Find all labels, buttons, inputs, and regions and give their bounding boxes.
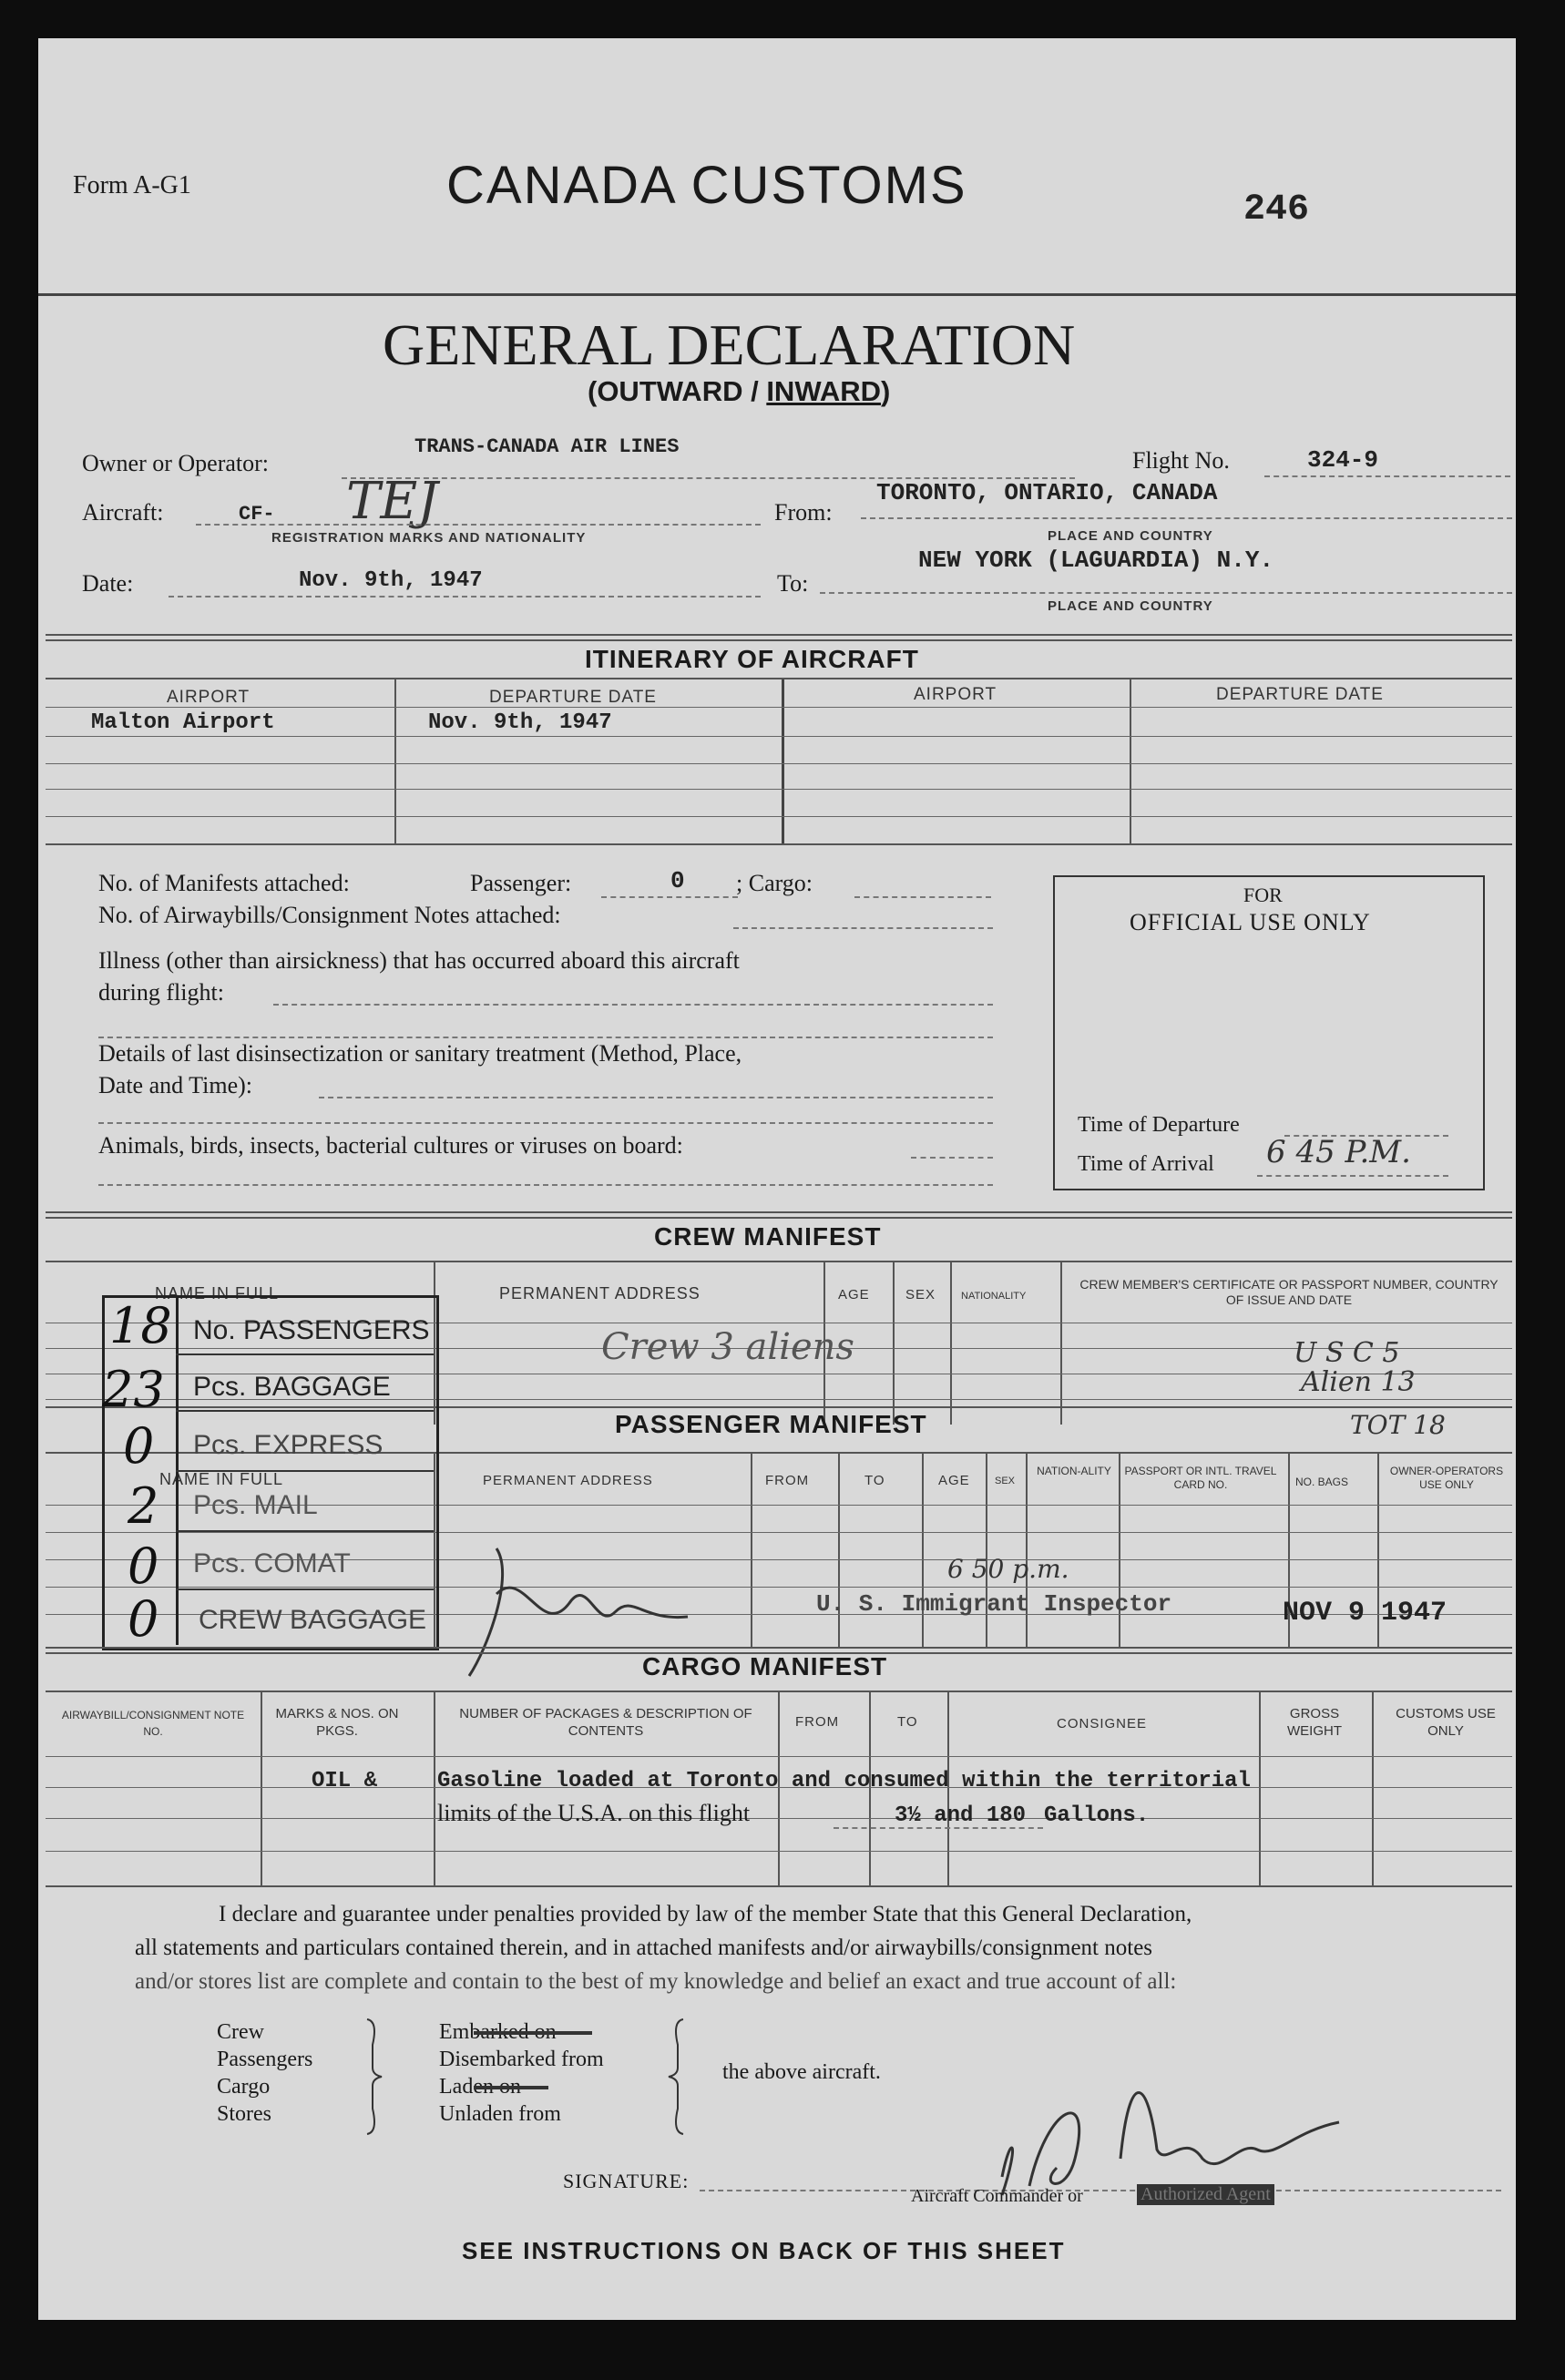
cargo-divider — [1259, 1692, 1261, 1887]
crew-col-sex: SEX — [905, 1287, 936, 1302]
flight-line — [1264, 475, 1510, 477]
declaration-title: GENERAL DECLARATION — [383, 312, 1076, 377]
crew-divider — [893, 1262, 895, 1425]
passenger-col-passport: PASSPORT OR INTL. TRAVEL CARD NO. — [1124, 1465, 1277, 1491]
passenger-col-age: AGE — [938, 1473, 970, 1488]
declare-middle-laden: Laden on — [439, 2075, 521, 2099]
itinerary-col-departure-1: DEPARTURE DATE — [489, 688, 657, 707]
cargo-col-to: TO — [897, 1714, 918, 1730]
passenger-divider — [986, 1454, 987, 1647]
owner-value: TRANS-CANADA AIR LINES — [414, 435, 680, 458]
passenger-value: 0 — [670, 867, 685, 894]
cargo-col-description: NUMBER OF PACKAGES & DESCRIPTION OF CONTENTS — [459, 1706, 752, 1739]
cargo-row-rule — [46, 1756, 1512, 1757]
itinerary-col-airport-1: AIRPORT — [167, 688, 251, 707]
to-label: To: — [777, 570, 809, 597]
cargo-manifest-title: CARGO MANIFEST — [642, 1652, 888, 1680]
itinerary-row-rule — [46, 736, 1512, 737]
aircraft-label: Aircraft: — [82, 499, 164, 526]
from-line — [861, 517, 1512, 519]
flight-value: 324-9 — [1307, 446, 1379, 474]
crew-handwritten: Crew 3 aliens — [601, 1326, 854, 1368]
cargo-col-customs: CUSTOMS USE ONLY — [1396, 1706, 1496, 1739]
count-comat: 0 — [128, 1537, 159, 1595]
animals-label: Animals, birds, insects, bacterial cultures or viruses on board: — [98, 1132, 683, 1159]
cargo-col-airwaybill: AIRWAYBILL/CONSIGNMENT NOTE NO. — [61, 1709, 245, 1738]
passenger-divider — [751, 1454, 752, 1647]
passenger-divider — [1119, 1454, 1120, 1647]
inspector-stamp-date: NOV 9 1947 — [1283, 1598, 1447, 1629]
left-brace — [360, 2017, 387, 2136]
label-express: Pcs. EXPRESS — [193, 1430, 384, 1460]
illness-label-2: during flight: — [98, 979, 224, 1006]
aircraft-registration: TEJ — [346, 472, 438, 531]
count-stamp-rule — [176, 1588, 434, 1590]
passenger-col-owner: OWNER-OPERATORS USE ONLY — [1389, 1465, 1504, 1491]
label-mail: Pcs. MAIL — [193, 1490, 318, 1520]
crew-note-usc: U S C 5 — [1294, 1337, 1400, 1369]
crew-header-rule — [46, 1261, 1512, 1262]
from-caption: PLACE AND COUNTRY — [1048, 528, 1213, 544]
crew-col-name: NAME IN FULL — [155, 1284, 280, 1302]
form-number: Form A-G1 — [73, 171, 191, 199]
passenger-col-bags: NO. BAGS — [1295, 1476, 1349, 1488]
manifests-label: No. of Manifests attached: — [98, 870, 350, 896]
cargo-quantity: 3½ and 180 — [895, 1803, 1027, 1828]
departure-time-label: Time of Departure — [1078, 1113, 1240, 1137]
cargo-description-line-1: Gasoline loaded at Toronto and consumed within the territorial — [437, 1769, 1251, 1793]
inspector-label: U. S. Immigrant Inspector — [816, 1590, 1172, 1618]
crew-manifest-title: CREW MANIFEST — [654, 1222, 882, 1251]
date-line — [169, 596, 761, 598]
itinerary-row-rule — [46, 707, 1512, 708]
illness-line-2 — [98, 1037, 993, 1038]
official-for: FOR — [1243, 884, 1283, 906]
from-label: From: — [774, 499, 833, 526]
cargo-row-rule — [46, 1851, 1512, 1852]
commander-struck: Authorized Agent — [1137, 2184, 1274, 2205]
crew-col-address: PERMANENT ADDRESS — [499, 1284, 701, 1302]
passenger-col-to: TO — [864, 1473, 885, 1488]
itinerary-col-airport-2: AIRPORT — [914, 685, 997, 704]
itinerary-divider-2 — [782, 679, 784, 843]
count-passengers: 18 — [109, 1297, 172, 1354]
crew-top-rule — [46, 1211, 1512, 1213]
declare-left-passengers: Passengers — [217, 2048, 313, 2071]
passenger-total: TOT 18 — [1350, 1410, 1446, 1440]
itinerary-row-rule — [46, 789, 1512, 790]
arrival-time-line — [1257, 1175, 1448, 1177]
disinsect-line-2 — [98, 1122, 993, 1124]
commander-signature — [984, 2049, 1348, 2204]
cargo-line — [854, 896, 991, 898]
official-title: OFFICIAL USE ONLY — [1130, 909, 1371, 935]
declare-line-3: and/or stores list are complete and contain to the best of my knowledge and belief an exact and true account of all: — [135, 1969, 1177, 1994]
declaration-subtitle: (OUTWARD / INWARD) — [588, 375, 891, 407]
count-stamp-rule — [176, 1410, 434, 1412]
crew-col-nationality: NATIONALITY — [961, 1291, 1027, 1302]
right-brace — [663, 2017, 690, 2136]
cargo-divider — [1372, 1692, 1374, 1887]
serial-number: 246 — [1243, 189, 1310, 230]
disinsect-label-2: Date and Time): — [98, 1072, 252, 1098]
itinerary-col-departure-2: DEPARTURE DATE — [1216, 685, 1384, 704]
crew-divider — [1060, 1262, 1062, 1425]
illness-label: Illness (other than airsickness) that has occurred aboard this aircraft — [98, 947, 740, 974]
date-label: Date: — [82, 570, 134, 597]
crew-divider — [950, 1262, 952, 1425]
itinerary-row-rule — [46, 763, 1512, 764]
itinerary-row-rule — [46, 816, 1512, 817]
cargo-col-consignee: CONSIGNEE — [1057, 1716, 1148, 1731]
airwaybills-line — [733, 927, 993, 929]
passenger-col-from: FROM — [765, 1473, 810, 1488]
owner-label: Owner or Operator: — [82, 450, 270, 476]
crew-note-alien: Alien 13 — [1301, 1366, 1416, 1398]
passenger-divider — [838, 1454, 840, 1647]
passenger-col-sex: SEX — [995, 1476, 1016, 1486]
passenger-col-address: PERMANENT ADDRESS — [483, 1473, 653, 1488]
count-stamp-rule — [176, 1470, 434, 1472]
itinerary-bottom-rule — [46, 843, 1512, 845]
declare-middle-unladen: Unladen from — [439, 2102, 561, 2126]
label-comat: Pcs. COMAT — [193, 1548, 351, 1578]
declare-tail: the above aircraft. — [722, 2060, 881, 2084]
itinerary-divider-1 — [394, 679, 396, 843]
count-mail: 2 — [128, 1477, 159, 1535]
to-line — [820, 592, 1512, 594]
passenger-manifest-title: PASSENGER MANIFEST — [615, 1410, 927, 1438]
signature-label: SIGNATURE: — [563, 2170, 690, 2192]
crew-top-rule-2 — [46, 1217, 1512, 1219]
declare-left-cargo: Cargo — [217, 2075, 271, 2099]
itinerary-airport-1: Malton Airport — [91, 710, 275, 735]
cargo-col-weight: GROSS WEIGHT — [1287, 1706, 1342, 1739]
label-baggage: Pcs. BAGGAGE — [193, 1372, 391, 1402]
commander-label: Aircraft Commander or — [911, 2186, 1083, 2206]
passenger-line — [601, 896, 738, 898]
aircraft-prefix: CF- — [239, 503, 275, 526]
cargo-col-marks: MARKS & NOS. ON PKGS. — [275, 1706, 399, 1739]
itinerary-top-rule-2 — [46, 639, 1512, 641]
count-crew-baggage: 0 — [128, 1590, 159, 1648]
strike-laden — [474, 2086, 548, 2089]
cargo-row-rule — [46, 1818, 1512, 1819]
count-stamp-rule — [176, 1530, 434, 1532]
count-express: 0 — [123, 1417, 155, 1475]
footer-instructions: SEE INSTRUCTIONS ON BACK OF THIS SHEET — [462, 2237, 1066, 2264]
header-divider — [38, 293, 1516, 296]
cargo-description-line-2: limits of the U.S.A. on this flight — [437, 1800, 751, 1826]
declare-left-crew: Crew — [217, 2020, 264, 2044]
to-caption: PLACE AND COUNTRY — [1048, 598, 1213, 614]
disinsect-line — [319, 1097, 993, 1098]
arrival-time-label: Time of Arrival — [1078, 1152, 1214, 1176]
disinsect-label: Details of last disinsectization or sanitary treatment (Method, Place, — [98, 1040, 742, 1067]
cargo-label: ; Cargo: — [736, 870, 813, 896]
airwaybills-label: No. of Airwaybills/Consignment Notes attached: — [98, 902, 561, 928]
declare-line-2: all statements and particulars contained therein, and in attached manifests and/or airwaybills/consignment notes — [135, 1936, 1153, 1960]
declare-line-1: I declare and guarantee under penalties provided by law of the member State that this General Declaration, — [219, 1902, 1192, 1926]
passenger-col-nationality: NATION-ALITY — [1037, 1465, 1111, 1477]
cargo-top-rule — [46, 1647, 1512, 1649]
cargo-divider — [261, 1692, 262, 1887]
declare-middle-embarked: Embarked on — [439, 2020, 557, 2044]
arrival-time-value: 6 45 P.M. — [1266, 1134, 1411, 1170]
cargo-quantity-line — [834, 1827, 1043, 1829]
date-value: Nov. 9th, 1947 — [299, 568, 483, 593]
to-value: NEW YORK (LAGUARDIA) N.Y. — [918, 546, 1274, 574]
aircraft-line — [196, 524, 761, 526]
passenger-col-name: NAME IN FULL — [159, 1470, 284, 1488]
cargo-col-from: FROM — [795, 1714, 840, 1730]
from-value: TORONTO, ONTARIO, CANADA — [876, 479, 1218, 506]
passenger-label: Passenger: — [470, 870, 572, 896]
crew-col-certificate: CREW MEMBER'S CERTIFICATE OR PASSPORT NUMBER, COUNTRY OF ISSUE AND DATE — [1079, 1277, 1499, 1307]
cargo-unit: Gallons. — [1044, 1803, 1150, 1828]
label-passengers: No. PASSENGERS — [193, 1315, 430, 1345]
aircraft-caption: REGISTRATION MARKS AND NATIONALITY — [271, 530, 587, 546]
illness-line — [273, 1004, 993, 1006]
cargo-bottom-rule — [46, 1885, 1512, 1887]
cargo-divider — [434, 1692, 435, 1887]
passenger-divider — [1026, 1454, 1028, 1647]
count-stamp-rule — [176, 1353, 434, 1355]
passenger-time-note: 6 50 p.m. — [947, 1554, 1069, 1584]
itinerary-departure-1: Nov. 9th, 1947 — [428, 710, 612, 735]
flight-label: Flight No. — [1132, 447, 1230, 474]
strike-embarked — [474, 2031, 592, 2035]
itinerary-header-rule — [46, 678, 1512, 679]
declare-middle-disembarked: Disembarked from — [439, 2048, 604, 2071]
itinerary-divider-3 — [1130, 679, 1131, 843]
animals-line-2 — [98, 1184, 993, 1186]
declare-left-stores: Stores — [217, 2102, 271, 2126]
cargo-marks-value: OIL & — [312, 1769, 378, 1793]
label-crew-baggage: CREW BAGGAGE — [199, 1605, 427, 1635]
agency-title: CANADA CUSTOMS — [446, 156, 967, 215]
count-baggage: 23 — [102, 1361, 165, 1418]
passenger-divider — [922, 1454, 924, 1647]
animals-line — [911, 1157, 993, 1159]
crew-col-age: AGE — [838, 1287, 870, 1302]
itinerary-title: ITINERARY OF AIRCRAFT — [585, 645, 919, 673]
itinerary-top-rule — [46, 634, 1512, 636]
